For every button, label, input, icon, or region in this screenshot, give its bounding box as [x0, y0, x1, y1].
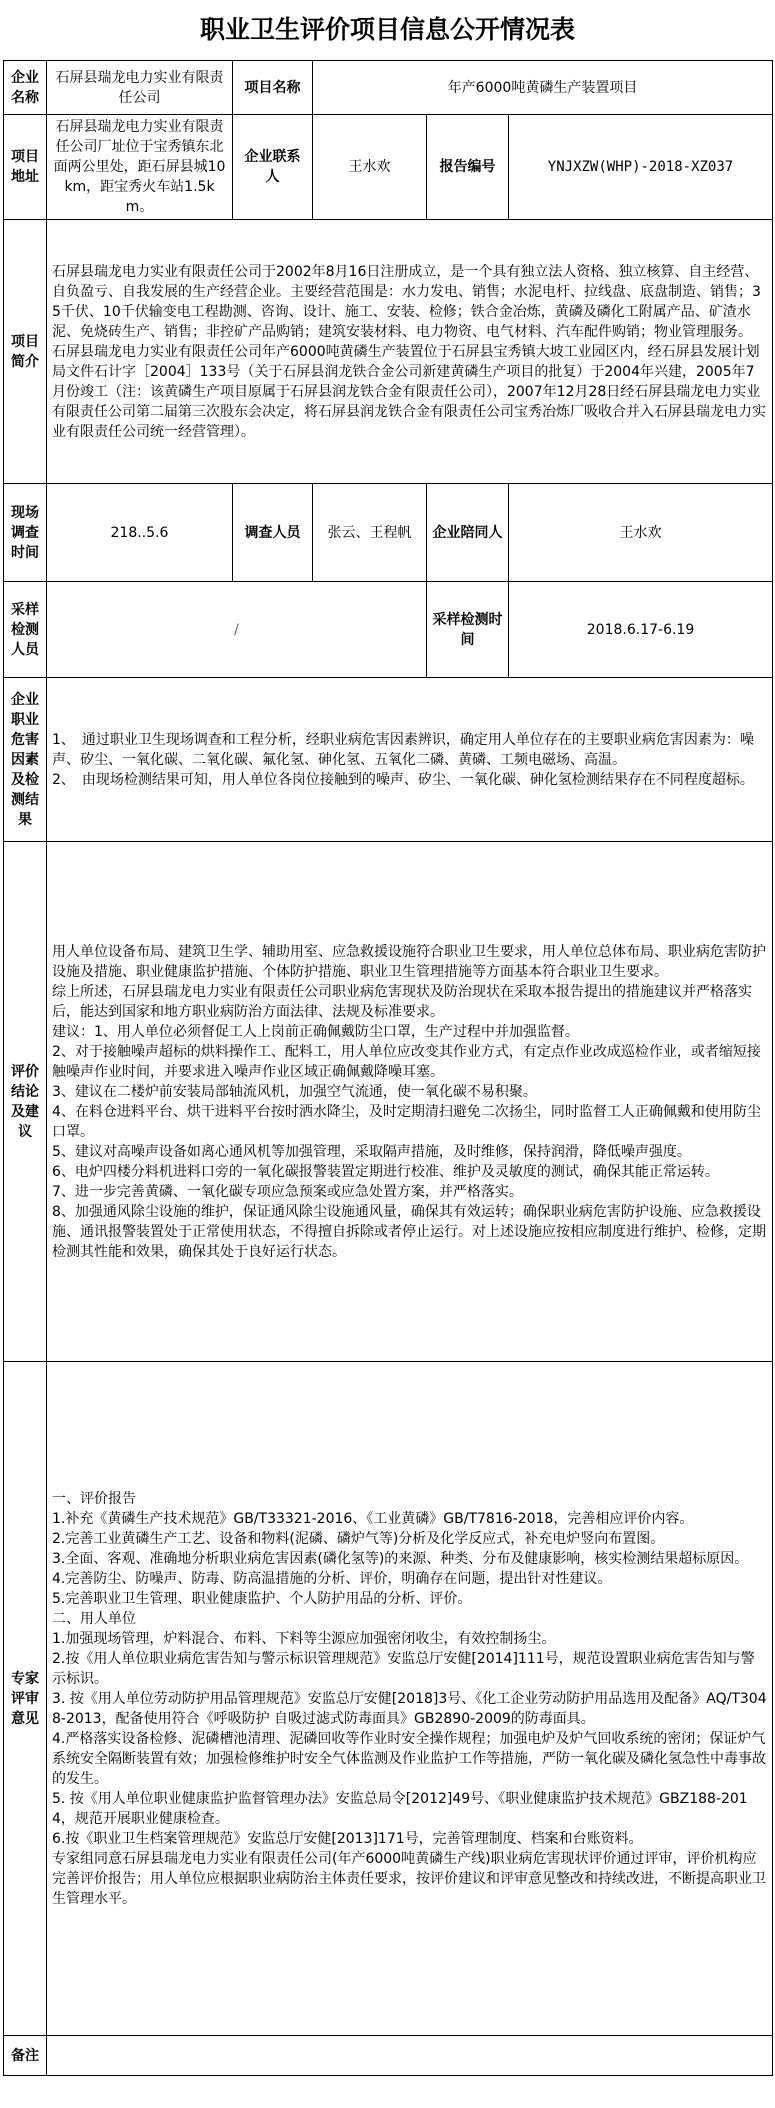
- conclusion-item: 3、建议在二楼炉前安装局部轴流风机，加强空气流通，使一氧化碳不易积聚。: [52, 1083, 537, 1100]
- expert-item: 4.严格落实设备检修、泥磷槽池清理、泥磷回收等作业时安全操作规程；加强电炉及炉气回收系统的密闭；保证炉气系统安全隔断装置有效；加强检修维护时安全气体监测及作业监护工作等措施，严防一氧化碳及磷化氢急性中毒事故的发生。: [52, 1730, 766, 1787]
- expert-item: 4.完善防尘、防噪声、防毒、防高温措施的分析、评价，明确存在问题，提出针对性建议。: [52, 1570, 612, 1587]
- expert-opinion-text: [47, 1362, 773, 2036]
- report-no-value: YNJXZW(WHP)-2018-XZ037: [509, 115, 773, 220]
- site-survey-time-label: 现场调查时间: [4, 484, 47, 582]
- expert-item: 专家组同意石屏县瑞龙电力实业有限责任公司(年产6000吨黄磷生产线)职业病危害现状评价通过评审，评价机构应完善评价报告；用人单位应根据职业病防治主体责任要求，按评价建议和评审意见整改和持续改进，不断提高职业卫生管理水平。: [52, 1850, 766, 1907]
- expert-item: 2.完善工业黄磷生产工艺、设备和物料(泥磷、磷炉气等)分析及化学反应式，补充电炉竖向布置图。: [52, 1530, 665, 1547]
- conclusion-text: [47, 842, 773, 1362]
- info-table: [3, 60, 773, 2076]
- company-escort-label: 企业陪同人: [427, 484, 509, 582]
- expert-item: 一、评价报告: [52, 1490, 136, 1507]
- expert-item: 3.全面、客观、准确地分析职业病危害因素(磷化氢等)的来源、种类、分布及健康影响，核实检测结果超标原因。: [52, 1550, 749, 1567]
- sampling-time-value: 2018.6.17-6.19: [509, 582, 773, 678]
- project-address-label: 项目地址: [4, 115, 47, 220]
- sampling-time-label: 采样检测时间: [427, 582, 509, 678]
- intro-paragraph: 石屏县瑞龙电力实业有限责任公司年产6000吨黄磷生产装置位于石屏县宝秀镇大坡工业园区内，经石屏县发展计划局文件石计字［2004］133号（关于石屏县润龙铁合金公司新建黄磷生产项目的批复）于2004年兴建，2005年7月份竣工（注：该黄磷生产项目原属于石屏县润龙铁合金有限责任公司），2007年12月28日经石屏县瑞龙电力实业有限责任公司第二届第三次股东会决定，将石屏县润龙铁合金有限责任公司宝秀冶炼厂吸收合并入石屏县瑞龙电力实业有限责任公司统一经营管理）。: [52, 343, 766, 440]
- project-intro-text: [47, 220, 773, 484]
- conclusion-item: 2、对于接触噪声超标的烘料操作工、配料工，用人单位应改变其作业方式，有定点作业改成巡检作业，或者缩短接触噪声作业时间，并要求进入噪声作业区域正确佩戴降噪耳塞。: [52, 1043, 761, 1080]
- expert-item: 6.按《职业卫生档案管理规范》安监总厅安健[2013]171号，完善管理制度、档案和台账资料。: [52, 1830, 643, 1847]
- hazard-item: 1、 通过职业卫生现场调查和工程分析，经职业病危害因素辨识，确定用人单位存在的主要职业病危害因素为：噪声、矽尘、一氧化碳、二氧化碳、氟化氢、砷化氢、五氧化二磷、黄磷、工频电磁场、高温。: [52, 731, 754, 768]
- company-escort-value: 王水欢: [509, 484, 773, 582]
- company-contact-label: 企业联系人: [233, 115, 313, 220]
- hazard-item: 2、 由现场检测结果可知，用人单位各岗位接触到的噪声、矽尘、一氧化碳、砷化氢检测结果存在不同程度超标。: [52, 771, 754, 788]
- conclusion-item: 用人单位设备布局、建筑卫生学、辅助用室、应急救援设施符合职业卫生要求，用人单位总体布局、职业病危害防护设施及措施、职业健康监护措施、个体防护措施、职业卫生管理措施等方面基本符合职业卫生要求。: [52, 943, 766, 980]
- expert-item: 5. 按《用人单位职业健康监护监督管理办法》安监总局令[2012]49号、《职业健康监护技术规范》GBZ188-2014，规范开展职业健康检查。: [52, 1790, 748, 1827]
- conclusion-item: 8、加强通风除尘设施的维护，保证通风除尘设施通风量，确保其有效运转；确保职业病危害防护设施、应急救援设施、通讯报警装置处于正常使用状态，不得擅自拆除或者停止运行。对上述设施应按相应制度进行维护、检修，定期检测其性能和效果，确保其处于良好运行状态。: [52, 1203, 766, 1260]
- project-name-value: 年产6000吨黄磷生产装置项目: [313, 61, 773, 115]
- expert-opinion-label: 专家评审意见: [4, 1362, 47, 2036]
- remarks-value: [47, 2036, 773, 2076]
- hazard-results-label: 企业职业危害因素及检测结果: [4, 678, 47, 842]
- sampling-staff-value: /: [47, 582, 427, 678]
- company-contact-value: 王水欢: [313, 115, 427, 220]
- page-title: 职业卫生评价项目信息公开情况表: [199, 15, 575, 44]
- hazard-results-text: [47, 678, 773, 842]
- expert-item: 1.加强现场管理，炉料混合、布料、下料等尘源应加强密闭收尘，有效控制扬尘。: [52, 1630, 556, 1647]
- site-survey-time-value: 218..5.6: [47, 484, 233, 582]
- report-no-label: 报告编号: [427, 115, 509, 220]
- conclusion-item: 建议：1、用人单位必须督促工人上岗前正确佩戴防尘口罩，生产过程中并加强监督。: [52, 1023, 579, 1040]
- surveyors-label: 调查人员: [233, 484, 313, 582]
- conclusion-item: 7、进一步完善黄磷、一氧化碳专项应急预案或应急处置方案，并严格落实。: [52, 1183, 523, 1200]
- company-label: 企业名称: [4, 61, 47, 115]
- conclusion-label: 评价结论及建议: [4, 842, 47, 1362]
- expert-item: 1.补充《黄磷生产技术规范》GB/T33321-2016、《工业黄磷》GB/T7816-2018，完善相应评价内容。: [52, 1510, 694, 1527]
- conclusion-item: 6、电炉四楼分料机进料口旁的一氧化碳报警装置定期进行校准、维护及灵敏度的测试，确保其能正常运转。: [52, 1163, 719, 1180]
- conclusion-item: 5、建议对高噪声设备如离心通风机等加强管理，采取隔声措施，及时维修，保持润滑，降低噪声强度。: [52, 1143, 691, 1160]
- sampling-staff-label: 采样检测人员: [4, 582, 47, 678]
- remarks-label: 备注: [4, 2036, 47, 2076]
- surveyors-value: 张云、王程帆: [313, 484, 427, 582]
- conclusion-item: 综上所述，石屏县瑞龙电力实业有限责任公司职业病危害现状及防治现状在采取本报告提出的措施建议并严格落实后，能达到国家和地方职业病防治方面法律、法规及标准要求。: [52, 983, 752, 1020]
- project-intro-label: 项目简介: [4, 220, 47, 484]
- intro-paragraph: 石屏县瑞龙电力实业有限责任公司于2002年8月16日注册成立，是一个具有独立法人资格、独立核算、自主经营、自负盈亏、自我发展的生产经营企业。主要经营范围是：水力发电、销售；水泥电杆、拉线盘、底盘制造、销售；35千伏、10千伏输变电工程勘测、咨询、设计、施工、安装、检修；铁合金冶炼，黄磷及磷化工附属产品、矿渣水泥、免烧砖生产、销售；非控矿产品购销；建筑安装材料、电力物资、电气材料、汽车配件购销；物业管理服务。: [52, 263, 761, 340]
- expert-item: 二、用人单位: [52, 1610, 136, 1627]
- project-address-value: 石屏县瑞龙电力实业有限责任公司厂址位于宝秀镇东北面两公里处，距石屏县城10km，距宝秀火车站1.5km。: [47, 115, 233, 220]
- expert-item: 3. 按《用人单位劳动防护用品管理规范》安监总厅安健[2018]3号、《化工企业劳动防护用品选用及配备》AQ/T3048-2013，配备使用符合《呼吸防护 自吸过滤式防毒面具》GB2890-2009的防毒面具。: [52, 1690, 767, 1727]
- expert-item: 5.完善职业卫生管理、职业健康监护、个人防护用品的分析、评价。: [52, 1590, 472, 1607]
- project-name-label: 项目名称: [233, 61, 313, 115]
- company-value: 石屏县瑞龙电力实业有限责任公司: [47, 61, 233, 115]
- conclusion-item: 4、在料仓进料平台、烘干进料平台按时洒水降尘，及时定期清扫避免二次扬尘，同时监督工人正确佩戴和使用防尘口罩。: [52, 1103, 761, 1140]
- expert-item: 2.按《用人单位职业病危害告知与警示标识管理规范》安监总厅安健[2014]111号，规范设置职业病危害告知与警示标识。: [52, 1650, 755, 1687]
